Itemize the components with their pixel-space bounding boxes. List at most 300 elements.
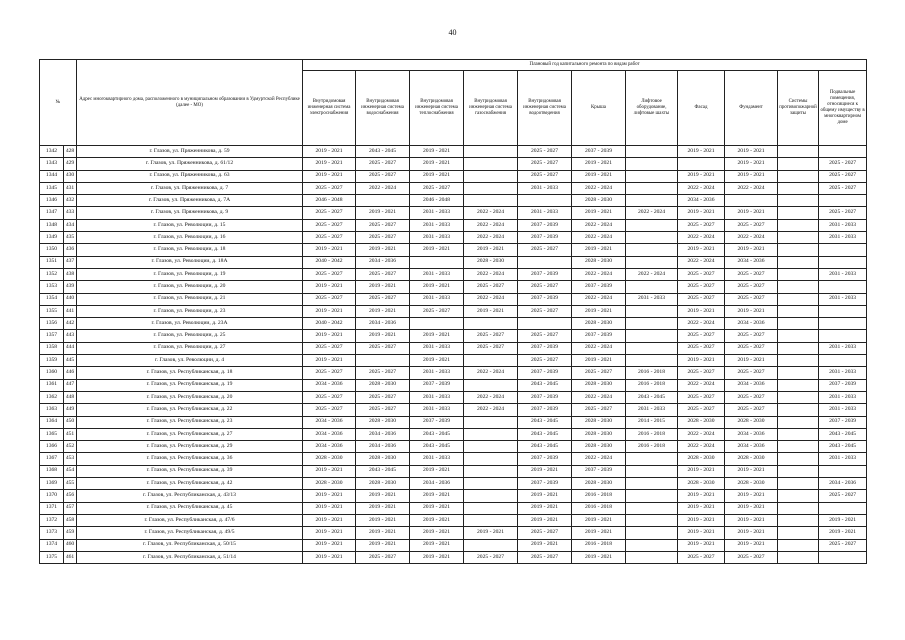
year-cell: 2022 - 2024 [464, 232, 518, 244]
year-cell: 2028 - 2030 [356, 478, 410, 490]
year-cell: 2019 - 2021 [725, 502, 778, 514]
year-cell [778, 281, 819, 293]
year-cell: 2025 - 2027 [518, 551, 572, 563]
year-cell: 2019 - 2021 [678, 244, 725, 256]
year-cell [778, 478, 819, 490]
year-cell: 2034 - 2036 [303, 416, 356, 428]
row-number: 1343 [40, 158, 64, 170]
year-cell: 2025 - 2027 [356, 219, 410, 231]
address-cell: г. Глазов, ул. Республиканская, д. 36 [77, 453, 303, 465]
year-cell: 2034 - 2036 [303, 428, 356, 440]
year-cell: 2034 - 2036 [725, 256, 778, 268]
year-cell: 2025 - 2027 [303, 182, 356, 194]
year-cell: 2025 - 2027 [464, 330, 518, 342]
table-row [40, 330, 867, 342]
row-number: 1371 [40, 502, 64, 514]
year-cell [778, 219, 819, 231]
year-cell: 2025 - 2027 [518, 330, 572, 342]
row-number: 1367 [40, 453, 64, 465]
row-number: 1342 [40, 146, 64, 158]
year-cell: 2019 - 2021 [572, 551, 626, 563]
year-cell: 2031 - 2033 [819, 391, 867, 403]
year-cell: 2025 - 2027 [678, 281, 725, 293]
year-cell: 2019 - 2021 [678, 146, 725, 158]
year-cell: 2025 - 2027 [356, 342, 410, 354]
year-cell: 2019 - 2021 [356, 305, 410, 317]
table-row [40, 453, 867, 465]
table-row [40, 342, 867, 354]
address-cell: г. Глазов, ул. Пряженникова, д. 59 [77, 146, 303, 158]
year-cell: 2019 - 2021 [303, 465, 356, 477]
year-cell: 2028 - 2030 [678, 416, 725, 428]
row-number: 1347 [40, 207, 64, 219]
year-cell: 2034 - 2036 [725, 441, 778, 453]
year-cell: 2019 - 2021 [678, 170, 725, 182]
year-cell [464, 490, 518, 502]
year-cell [410, 256, 464, 268]
table-row [40, 244, 867, 256]
year-cell: 2019 - 2021 [356, 490, 410, 502]
year-cell: 2022 - 2024 [464, 391, 518, 403]
year-cell: 2025 - 2027 [356, 170, 410, 182]
year-cell [626, 281, 678, 293]
year-cell: 2016 - 2018 [626, 441, 678, 453]
table-row [40, 318, 867, 330]
year-cell: 2028 - 2030 [572, 478, 626, 490]
year-cell [626, 232, 678, 244]
year-cell: 2022 - 2024 [572, 391, 626, 403]
year-cell: 2025 - 2027 [678, 367, 725, 379]
year-cell: 2025 - 2027 [678, 342, 725, 354]
row-number: 1361 [40, 379, 64, 391]
year-cell: 2031 - 2033 [626, 404, 678, 416]
year-cell: 2019 - 2021 [303, 170, 356, 182]
year-cell: 2025 - 2027 [356, 158, 410, 170]
column-header: Внутридомовая инженерная система водоснабжения [356, 71, 410, 146]
year-cell: 2022 - 2024 [572, 293, 626, 305]
year-cell: 2034 - 2036 [303, 441, 356, 453]
year-cell: 2025 - 2027 [303, 207, 356, 219]
column-header: Внутридомовая инженерная система газоснабжения [464, 71, 518, 146]
year-cell [778, 330, 819, 342]
house-id: 435 [64, 232, 77, 244]
year-cell [626, 158, 678, 170]
year-cell: 2019 - 2021 [725, 527, 778, 539]
house-id: 437 [64, 256, 77, 268]
row-number: 1352 [40, 268, 64, 280]
year-cell: 2025 - 2027 [303, 219, 356, 231]
year-cell: 2037 - 2039 [572, 281, 626, 293]
address-cell: г. Глазов, ул. Республиканская, д. 39 [77, 465, 303, 477]
year-cell: 2022 - 2024 [678, 318, 725, 330]
year-cell: 2025 - 2027 [678, 268, 725, 280]
capital-repair-table [39, 59, 867, 564]
address-cell: г. Глазов, ул. Республиканская, д. 42 [77, 478, 303, 490]
year-cell: 2034 - 2036 [356, 256, 410, 268]
year-cell [626, 170, 678, 182]
year-cell: 2028 - 2030 [572, 256, 626, 268]
year-cell: 2025 - 2027 [819, 182, 867, 194]
year-cell: 2019 - 2021 [356, 514, 410, 526]
year-cell: 2022 - 2024 [464, 207, 518, 219]
year-cell [778, 355, 819, 367]
house-id: 451 [64, 428, 77, 440]
year-cell: 2025 - 2027 [303, 293, 356, 305]
year-cell: 2034 - 2036 [678, 195, 725, 207]
house-id: 445 [64, 355, 77, 367]
year-cell [819, 318, 867, 330]
year-cell: 2037 - 2039 [518, 232, 572, 244]
year-cell: 2040 - 2042 [303, 318, 356, 330]
table-row [40, 182, 867, 194]
year-cell: 2019 - 2021 [410, 158, 464, 170]
year-cell: 2031 - 2033 [410, 453, 464, 465]
year-cell: 2016 - 2018 [626, 367, 678, 379]
year-cell: 2028 - 2030 [572, 318, 626, 330]
row-number: 1369 [40, 478, 64, 490]
year-cell: 2019 - 2021 [518, 539, 572, 551]
year-cell: 2046 - 2048 [410, 195, 464, 207]
table-row [40, 441, 867, 453]
year-cell: 2019 - 2021 [678, 465, 725, 477]
year-cell: 2037 - 2039 [518, 293, 572, 305]
year-cell: 2025 - 2027 [303, 404, 356, 416]
year-cell: 2019 - 2021 [410, 330, 464, 342]
year-cell [626, 342, 678, 354]
house-id: 432 [64, 195, 77, 207]
year-cell: 2022 - 2024 [572, 232, 626, 244]
year-cell: 2022 - 2024 [572, 453, 626, 465]
row-number: 1370 [40, 490, 64, 502]
house-id: 428 [64, 146, 77, 158]
year-cell [778, 232, 819, 244]
table-row [40, 527, 867, 539]
year-cell: 2019 - 2021 [725, 490, 778, 502]
year-cell: 2019 - 2021 [356, 539, 410, 551]
table-row [40, 281, 867, 293]
year-cell: 2019 - 2021 [464, 527, 518, 539]
year-cell: 2028 - 2030 [725, 416, 778, 428]
year-cell: 2040 - 2042 [303, 256, 356, 268]
year-cell: 2019 - 2021 [303, 281, 356, 293]
year-cell [464, 158, 518, 170]
row-number: 1349 [40, 232, 64, 244]
year-cell [819, 256, 867, 268]
year-cell: 2019 - 2021 [819, 514, 867, 526]
year-cell: 2022 - 2024 [678, 379, 725, 391]
year-cell: 2022 - 2024 [464, 268, 518, 280]
address-cell: г. Глазов, ул. Республиканская, д. 50/15 [77, 539, 303, 551]
year-cell: 2037 - 2039 [819, 379, 867, 391]
address-cell: г. Глазов, ул. Революции, д. 21 [77, 293, 303, 305]
address-cell: г. Глазов, ул. Республиканская, д. 51/14 [77, 551, 303, 563]
row-number: 1362 [40, 391, 64, 403]
table-row [40, 232, 867, 244]
year-cell: 2043 - 2045 [626, 391, 678, 403]
year-cell [778, 465, 819, 477]
year-cell: 2019 - 2021 [725, 305, 778, 317]
year-cell: 2037 - 2039 [819, 416, 867, 428]
row-number: 1351 [40, 256, 64, 268]
year-cell: 2022 - 2024 [464, 293, 518, 305]
year-cell [356, 195, 410, 207]
year-cell: 2025 - 2027 [303, 268, 356, 280]
year-cell [626, 490, 678, 502]
year-cell: 2031 - 2033 [410, 268, 464, 280]
year-cell: 2019 - 2021 [303, 527, 356, 539]
table-row [40, 367, 867, 379]
year-cell: 2034 - 2036 [725, 379, 778, 391]
year-cell: 2043 - 2045 [518, 379, 572, 391]
row-number: 1350 [40, 244, 64, 256]
year-cell: 2025 - 2027 [518, 355, 572, 367]
year-cell: 2019 - 2021 [303, 146, 356, 158]
year-cell: 2022 - 2024 [572, 219, 626, 231]
table-header [40, 60, 867, 146]
year-cell: 2014 - 2015 [626, 416, 678, 428]
house-id: 440 [64, 293, 77, 305]
house-id: 436 [64, 244, 77, 256]
year-cell: 2028 - 2030 [572, 428, 626, 440]
house-id: 457 [64, 502, 77, 514]
address-cell: г. Глазов, ул. Революции, д. 18А [77, 256, 303, 268]
year-cell: 2025 - 2027 [725, 281, 778, 293]
year-cell: 2037 - 2039 [572, 330, 626, 342]
house-id: 453 [64, 453, 77, 465]
year-cell: 2034 - 2036 [356, 441, 410, 453]
year-cell [518, 318, 572, 330]
house-id: 430 [64, 170, 77, 182]
address-cell: г. Глазов, ул. Пряженникова, д. 7А [77, 195, 303, 207]
year-cell: 2019 - 2021 [410, 146, 464, 158]
year-cell: 2031 - 2033 [819, 219, 867, 231]
year-cell [778, 416, 819, 428]
table-row [40, 539, 867, 551]
year-cell [819, 146, 867, 158]
table-row [40, 268, 867, 280]
year-cell: 2034 - 2036 [356, 318, 410, 330]
row-number: 1344 [40, 170, 64, 182]
year-cell: 2037 - 2039 [572, 465, 626, 477]
year-cell: 2043 - 2045 [356, 465, 410, 477]
year-cell: 2019 - 2021 [303, 490, 356, 502]
year-cell: 2031 - 2033 [819, 404, 867, 416]
year-cell: 2037 - 2039 [518, 342, 572, 354]
year-cell: 2025 - 2027 [518, 305, 572, 317]
year-cell [778, 146, 819, 158]
year-cell: 2037 - 2039 [518, 478, 572, 490]
year-cell [626, 146, 678, 158]
house-id: 444 [64, 342, 77, 354]
year-cell: 2025 - 2027 [518, 158, 572, 170]
year-cell [626, 453, 678, 465]
table-body [40, 146, 867, 564]
year-cell: 2037 - 2039 [518, 404, 572, 416]
year-cell: 2019 - 2021 [410, 465, 464, 477]
year-cell: 2025 - 2027 [356, 404, 410, 416]
address-cell: г. Глазов, ул. Республиканская, д. 18 [77, 367, 303, 379]
year-cell: 2022 - 2024 [626, 268, 678, 280]
row-number: 1355 [40, 305, 64, 317]
year-cell: 2043 - 2045 [819, 428, 867, 440]
year-cell: 2025 - 2027 [678, 219, 725, 231]
year-cell [626, 539, 678, 551]
year-cell: 2019 - 2021 [678, 514, 725, 526]
row-number: 1346 [40, 195, 64, 207]
row-number: 1374 [40, 539, 64, 551]
year-cell [778, 527, 819, 539]
year-cell: 2025 - 2027 [725, 268, 778, 280]
table-row [40, 490, 867, 502]
year-cell: 2031 - 2033 [819, 453, 867, 465]
year-cell: 2025 - 2027 [572, 367, 626, 379]
year-cell [778, 318, 819, 330]
year-cell: 2028 - 2030 [572, 195, 626, 207]
page-number: 40 [448, 28, 457, 37]
year-cell: 2031 - 2033 [518, 182, 572, 194]
year-cell: 2019 - 2021 [410, 355, 464, 367]
year-cell [819, 281, 867, 293]
year-cell: 2031 - 2033 [819, 342, 867, 354]
year-cell: 2028 - 2030 [572, 416, 626, 428]
address-cell: г. Глазов, ул. Революции, д. 23А [77, 318, 303, 330]
table-row [40, 478, 867, 490]
year-cell [464, 502, 518, 514]
year-cell: 2019 - 2021 [303, 330, 356, 342]
year-cell: 2025 - 2027 [725, 391, 778, 403]
year-cell: 2028 - 2030 [356, 379, 410, 391]
row-number: 1373 [40, 527, 64, 539]
year-cell: 2019 - 2021 [303, 514, 356, 526]
year-cell: 2019 - 2021 [572, 355, 626, 367]
year-cell: 2019 - 2021 [572, 158, 626, 170]
year-cell: 2031 - 2033 [518, 207, 572, 219]
year-cell: 2019 - 2021 [725, 465, 778, 477]
year-cell: 2019 - 2021 [464, 305, 518, 317]
year-cell: 2025 - 2027 [356, 232, 410, 244]
address-cell: г. Глазов, ул. Республиканская, д. 22 [77, 404, 303, 416]
year-cell: 2019 - 2021 [303, 539, 356, 551]
year-cell: 2043 - 2045 [410, 441, 464, 453]
house-id: 446 [64, 367, 77, 379]
house-id: 434 [64, 219, 77, 231]
table-row [40, 219, 867, 231]
year-cell: 2019 - 2021 [303, 158, 356, 170]
year-cell [819, 502, 867, 514]
year-cell [464, 170, 518, 182]
year-cell: 2019 - 2021 [410, 539, 464, 551]
year-cell: 2022 - 2024 [572, 182, 626, 194]
year-cell: 2016 - 2018 [626, 428, 678, 440]
year-cell: 2022 - 2024 [678, 232, 725, 244]
row-number: 1375 [40, 551, 64, 563]
year-cell [778, 490, 819, 502]
year-cell: 2019 - 2021 [572, 305, 626, 317]
year-cell [410, 318, 464, 330]
year-cell [626, 514, 678, 526]
year-cell: 2019 - 2021 [725, 146, 778, 158]
year-cell: 2019 - 2021 [356, 502, 410, 514]
year-cell: 2022 - 2024 [678, 428, 725, 440]
house-id: 461 [64, 551, 77, 563]
year-cell [778, 207, 819, 219]
year-cell: 2022 - 2024 [725, 232, 778, 244]
address-cell: г. Глазов, ул. Революции, д. 18 [77, 244, 303, 256]
year-cell [464, 416, 518, 428]
row-number: 1368 [40, 465, 64, 477]
year-cell: 2025 - 2027 [303, 232, 356, 244]
house-id: 460 [64, 539, 77, 551]
column-header: Внутридомовая инженерная система теплоснабжения [410, 71, 464, 146]
house-id: 438 [64, 268, 77, 280]
year-cell: 2031 - 2033 [819, 367, 867, 379]
year-cell: 2019 - 2021 [725, 244, 778, 256]
address-cell: г. Глазов, ул. Республиканская, д. 45 [77, 502, 303, 514]
year-cell [778, 293, 819, 305]
column-header: Лифтовое оборудование, лифтовые шахты [626, 71, 678, 146]
address-cell: г. Глазов, ул. Революции, д. 25 [77, 330, 303, 342]
year-cell [819, 195, 867, 207]
year-cell: 2022 - 2024 [464, 404, 518, 416]
year-cell: 2019 - 2021 [303, 502, 356, 514]
house-id: 449 [64, 404, 77, 416]
year-cell: 2043 - 2045 [356, 146, 410, 158]
year-cell [778, 244, 819, 256]
year-cell [626, 219, 678, 231]
year-cell: 2025 - 2027 [725, 219, 778, 231]
year-cell: 2031 - 2033 [410, 342, 464, 354]
year-cell: 2019 - 2021 [518, 490, 572, 502]
year-cell: 2019 - 2021 [572, 170, 626, 182]
row-number: 1372 [40, 514, 64, 526]
year-cell: 2022 - 2024 [464, 367, 518, 379]
table-row [40, 170, 867, 182]
year-cell: 2043 - 2045 [819, 441, 867, 453]
column-header: Системы противопожарной защиты [778, 71, 819, 146]
year-cell [464, 355, 518, 367]
year-cell [819, 244, 867, 256]
address-cell: г. Глазов, ул. Пряженникова, д. 63 [77, 170, 303, 182]
year-cell: 2019 - 2021 [356, 207, 410, 219]
year-cell: 2025 - 2027 [464, 551, 518, 563]
year-cell [778, 305, 819, 317]
year-cell: 2019 - 2021 [678, 305, 725, 317]
row-number: 1364 [40, 416, 64, 428]
year-cell [356, 355, 410, 367]
year-cell [778, 342, 819, 354]
year-cell: 2025 - 2027 [410, 182, 464, 194]
year-cell [778, 453, 819, 465]
year-cell [778, 514, 819, 526]
address-cell: г. Глазов, ул. Революции, д. 20 [77, 281, 303, 293]
table-row [40, 305, 867, 317]
year-cell: 2031 - 2033 [410, 293, 464, 305]
address-cell: г. Глазов, ул. Республиканская, д. 29 [77, 441, 303, 453]
year-cell: 2037 - 2039 [410, 379, 464, 391]
table-row [40, 502, 867, 514]
year-cell: 2019 - 2021 [678, 539, 725, 551]
year-cell: 2037 - 2039 [518, 268, 572, 280]
year-cell [626, 478, 678, 490]
year-cell [778, 539, 819, 551]
row-number: 1357 [40, 330, 64, 342]
year-cell: 2034 - 2036 [410, 478, 464, 490]
year-cell: 2025 - 2027 [464, 281, 518, 293]
number-header: № [40, 60, 77, 146]
year-cell: 2019 - 2021 [410, 281, 464, 293]
year-cell: 2019 - 2021 [678, 207, 725, 219]
year-cell: 2028 - 2030 [572, 379, 626, 391]
